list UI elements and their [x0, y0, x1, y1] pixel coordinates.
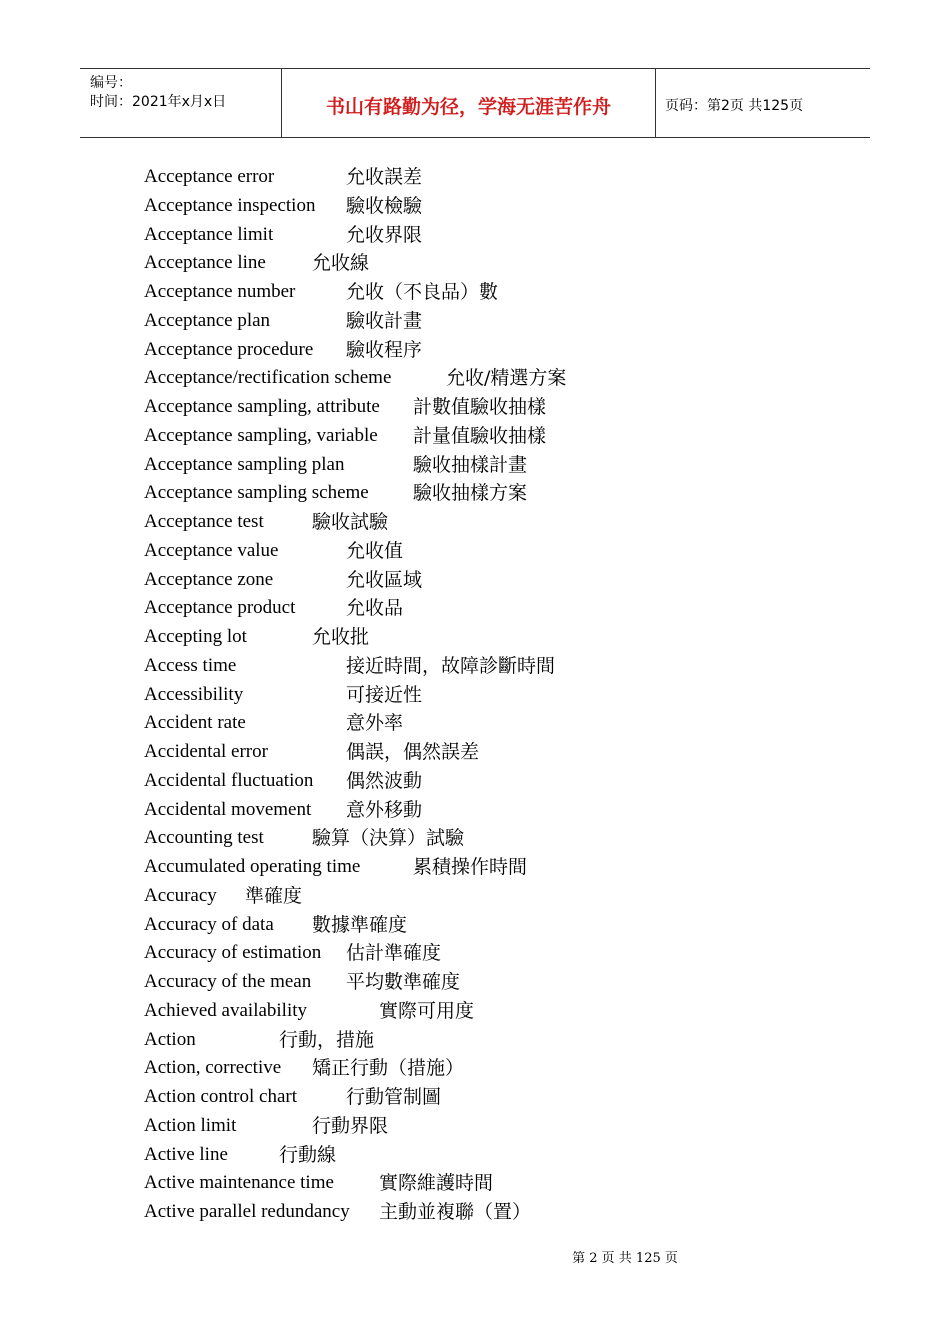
- term-chinese: 意外率: [346, 712, 404, 735]
- term-english: Acceptance sampling, variable: [144, 424, 378, 446]
- term-english: Acceptance inspection: [144, 194, 316, 216]
- term-english: Acceptance limit: [144, 223, 274, 245]
- header-motto-cell: [281, 69, 656, 137]
- term-chinese: 估計準確度: [346, 942, 442, 965]
- term-english: Action control chart: [144, 1086, 298, 1107]
- document-number-label: 编号：: [90, 75, 132, 91]
- term-english: Action limit: [144, 1114, 237, 1136]
- term-english: Acceptance zone: [144, 568, 274, 590]
- header-info-cell: [80, 69, 281, 137]
- term-english: Active maintenance time: [144, 1172, 334, 1194]
- term-english: Action, corrective: [144, 1057, 282, 1079]
- term-english: Accounting test: [144, 827, 264, 849]
- term-chinese: 驗收抽樣方案: [413, 482, 528, 505]
- term-english: Acceptance/rectification scheme: [144, 367, 392, 389]
- term-english: Acceptance sampling plan: [144, 453, 345, 475]
- term-chinese: 允收（不良品）數: [346, 281, 499, 303]
- term-english: Accuracy of estimation: [144, 942, 322, 964]
- term-english: Acceptance product: [144, 597, 296, 619]
- term-chinese: 矯正行動（措施）: [312, 1057, 465, 1080]
- term-english: Accuracy: [144, 884, 217, 906]
- term-english: Accumulated operating time: [144, 856, 361, 877]
- term-english: Acceptance plan: [144, 309, 271, 331]
- term-english: Accuracy of the mean: [144, 971, 312, 992]
- term-chinese: 計量值驗收抽樣: [413, 424, 547, 447]
- header-page-cell: [655, 69, 870, 137]
- term-chinese: 驗收檢驗: [346, 194, 423, 217]
- term-chinese: 意外移動: [346, 798, 423, 821]
- term-chinese: 允收批: [312, 626, 370, 648]
- page-header: [80, 68, 870, 138]
- term-chinese: 驗收抽樣計畫: [413, 453, 528, 476]
- term-chinese: 偶然波動: [346, 769, 423, 792]
- term-chinese: 準確度: [245, 884, 303, 907]
- term-english: Active parallel redundancy: [144, 1201, 350, 1222]
- term-chinese: 允收品: [346, 597, 404, 620]
- term-chinese: 允收值: [346, 539, 404, 562]
- term-english: Accidental error: [144, 741, 268, 762]
- header-page-info: 页码：第2页 共125页: [665, 98, 804, 114]
- term-chinese: 實際可用度: [379, 999, 475, 1022]
- term-chinese: 實際維護時間: [379, 1172, 494, 1195]
- term-chinese: 允收區域: [346, 568, 423, 591]
- term-english: Acceptance test: [144, 511, 264, 532]
- term-chinese: 允收線: [312, 252, 370, 275]
- term-chinese: 累積操作時間: [413, 856, 528, 878]
- term-english: Acceptance procedure: [144, 338, 314, 360]
- term-chinese: 驗收程序: [346, 338, 423, 361]
- term-chinese: 數據準確度: [312, 913, 408, 936]
- term-english: Accidental movement: [144, 798, 312, 820]
- term-english: Accuracy of data: [144, 913, 274, 935]
- term-english: Acceptance sampling scheme: [144, 482, 369, 504]
- term-chinese: 偶誤，偶然誤差: [346, 741, 480, 763]
- term-chinese: 驗收試驗: [312, 511, 389, 533]
- term-chinese: 主動並複聯（置）: [379, 1201, 532, 1223]
- document-date-label: 时间：2021年x月x日: [90, 94, 227, 110]
- term-english: Action: [144, 1028, 196, 1050]
- term-english: Access time: [144, 654, 237, 676]
- term-chinese: 允收界限: [346, 223, 423, 246]
- term-english: Acceptance sampling, attribute: [144, 396, 380, 417]
- term-english: Acceptance line: [144, 252, 266, 274]
- term-english: Accidental fluctuation: [144, 769, 314, 791]
- term-english: Active line: [144, 1143, 228, 1165]
- term-chinese: 允收/精選方案: [446, 367, 567, 390]
- term-english: Acceptance number: [144, 281, 296, 302]
- term-english: Acceptance value: [144, 539, 279, 561]
- term-english: Accepting lot: [144, 626, 247, 647]
- header-motto: 书山有路勤为径，学海无涯苦作舟: [325, 96, 611, 118]
- term-chinese: 驗收計畫: [346, 309, 423, 332]
- term-chinese: 驗算（決算）試驗: [312, 827, 465, 850]
- term-english: Acceptance error: [144, 166, 275, 187]
- term-chinese: 接近時間，故障診斷時間: [346, 654, 556, 677]
- term-english: Accessibility: [144, 683, 244, 705]
- term-chinese: 行動管制圖: [346, 1086, 442, 1108]
- term-english: Accident rate: [144, 712, 246, 734]
- term-chinese: 允收誤差: [346, 166, 423, 188]
- term-chinese: 行動線: [279, 1143, 337, 1166]
- term-chinese: 行動界限: [312, 1114, 389, 1137]
- term-chinese: 計數值驗收抽樣: [413, 396, 547, 418]
- term-chinese: 可接近性: [346, 683, 423, 706]
- term-chinese: 行動，措施: [279, 1028, 375, 1051]
- page-footer: 第 2 页 共 125 页: [572, 1251, 678, 1266]
- term-chinese: 平均數準確度: [346, 971, 461, 993]
- term-english: Achieved availability: [144, 999, 308, 1021]
